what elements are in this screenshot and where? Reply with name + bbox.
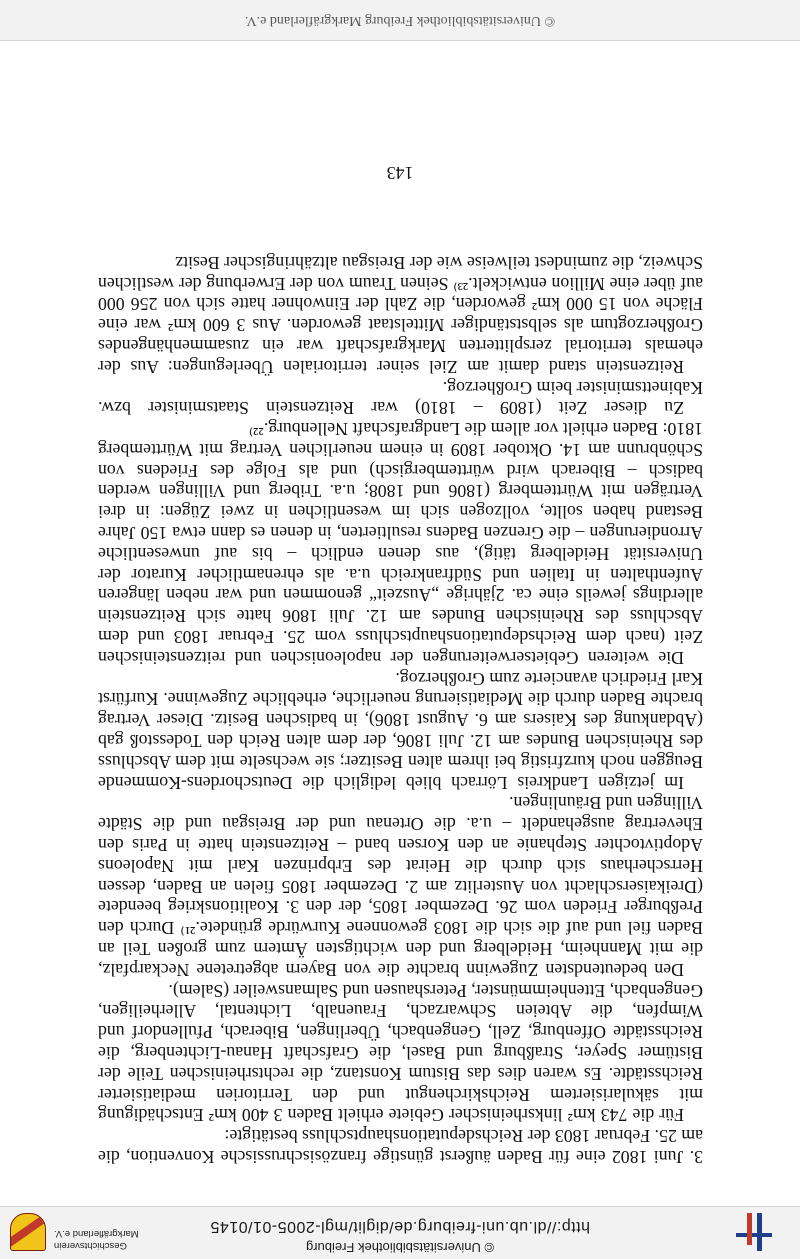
permalink-url[interactable]: http://dl.ub.uni-freiburg.de/diglit/mgl-2005-01/0145 xyxy=(210,1218,590,1235)
paragraph: Für die 743 km² linksrheinischer Gebiete erhielt Baden 3 400 km² Entschädigung mit säkularisiertem Reichskirchengut und den Territorien mediatisierter Reichsstädte. Es waren dies das Bistum Konstanz, die rechtsrheinischen Teile der Bistümer Speyer, Straßburg und Basel, die Grafschaft Hanau-Lichtenberg, die Reichsstädte Offenburg, Zell, Gengenbach, Überlingen, Biberach, Pfullendorf und Wimpfen, die Abteien Schwarzach, Frauenalb, Lichtental, Allerheiligen, Gengenbach, Ettenheimmünster, Petershausen und Salmansweiler (Salem). xyxy=(98,980,703,1126)
viewer-header xyxy=(0,1206,800,1259)
society-name-line: Geschichtsverein xyxy=(54,1240,127,1251)
society-name-line: Markgräflerland e.V. xyxy=(54,1228,139,1239)
paragraph: Den bedeutendsten Zugewinn brachte die von Bayern abgetretene Neckarpfalz, die mit Mannheim, Heidelberg und den wichtigsten Ämtern zum großen Teil an Baden fiel und auf die sich die 1803 gewonnene Kurwürde gründete.²¹⁾ Durch den Preßburger Frieden vom 26. Dezember 1805, der den 3. Koalitionskrieg beendete (Dreikaiserschlacht von Austerlitz am 2. Dezember 1805 fielen an Baden, dessen Herrscherhaus sich durch die Heirat des Erbprinzen Karl mit Napoleons Adoptivtochter Stephanie an den Korsen band – Reitzenstein hatte in Paris den Ehevertrag ausgehandelt – u.a. die Ortenau und der Breisgau und die Städte Villingen und Bräunlingen. xyxy=(98,793,703,980)
page-text xyxy=(98,252,703,1167)
page-number: 143 xyxy=(386,163,414,183)
university-library-logo xyxy=(736,1213,772,1251)
coat-of-arms-icon xyxy=(10,1213,46,1251)
viewer-footer xyxy=(0,0,800,41)
paragraph: Im jetzigen Landkreis Lörrach blieb lediglich die Deutschordens-Kommende Beuggen noch kurzfristig bei ihrem alten Besitzer; sie wechselte mit dem Abschluss des Rheinischen Bundes am 12. Juli 1806, der dem alten Reich den Todesstoß gab (Abdankung des Kaisers am 6. August 1806), in badischen Besitz. Dieser Vertrag brachte Baden durch die Mediatisierung neuerliche, erhebliche Zugewinne. Kurfürst Karl Friedrich avancierte zum Großherzog. xyxy=(98,668,703,793)
footer-text: © Universitätsbibliothek Freiburg Markgräflerland e.V. xyxy=(244,13,556,28)
paragraph: Die weiteren Gebietserweiterungen der napoleonischen und reitzensteinischen Zeit (nach dem Reichsdeputationshauptschluss vom 25. Februar 1803 und dem Abschluss des Rheinischen Bundes am 12. Juli 1806 hatte sich Reitzenstein allerdings jeweils eine ca. 2jährige „Auszeit“ genommen und war neben längeren Aufenthalten in Italien und Südfrankreich u.a. als ehrenamtlicher Kurator der Universität Heidelberg tätig), aus denen endlich – bis auf unwesentliche Arrondierungen – die Grenzen Badens resultierten, in denen es dann etwa 150 Jahre Bestand haben sollte, vollzogen sich im wesentlichen in zwei Zügen: in drei Verträgen mit Württemberg (1806 und 1808; u.a. Triberg und Villingen werden badisch – Biberach wird württembergisch) und als Folge des Friedens von Schönbrunn am 14. Oktober 1809 in einem neuerlichen Vertrag mit Württemberg 1810: Baden erhielt vor allem die Landgrafschaft Nellenburg.²²⁾ xyxy=(98,419,703,668)
society-name xyxy=(54,1227,174,1251)
society-badge xyxy=(2,1213,172,1253)
paragraph: Zu dieser Zeit (1809 – 1810) war Reitzenstein Staatsminister bzw. Kabinettsminister beim Großherzog. xyxy=(98,377,703,419)
paragraph: 3. Juni 1802 eine für Baden äußerst günstige französischrussische Konvention, die am 25. Februar 1803 der Reichsdeputationshauptschluss bestätigte: xyxy=(98,1126,703,1167)
copyright-notice: © Universitätsbibliothek Freiburg xyxy=(305,1240,495,1255)
paragraph: Reitzenstein stand damit am Ziel seiner territorialen Überlegungen: Aus der ehemals territorial zersplitterten Markgrafschaft war ein zusammenhängendes Großherzogtum als selbstständiger Mittelstaat geworden. Aus 3 600 km² war eine Fläche von 15 000 km² geworden, die Zahl der Einwohner hatte sich von 256 000 auf über eine Million entwickelt.²³⁾ Seinen Traum von der Erwerbung der westlichen Schweiz, die zumindest teilweise wie der Breisgau altzähringischer Besitz xyxy=(98,252,703,377)
